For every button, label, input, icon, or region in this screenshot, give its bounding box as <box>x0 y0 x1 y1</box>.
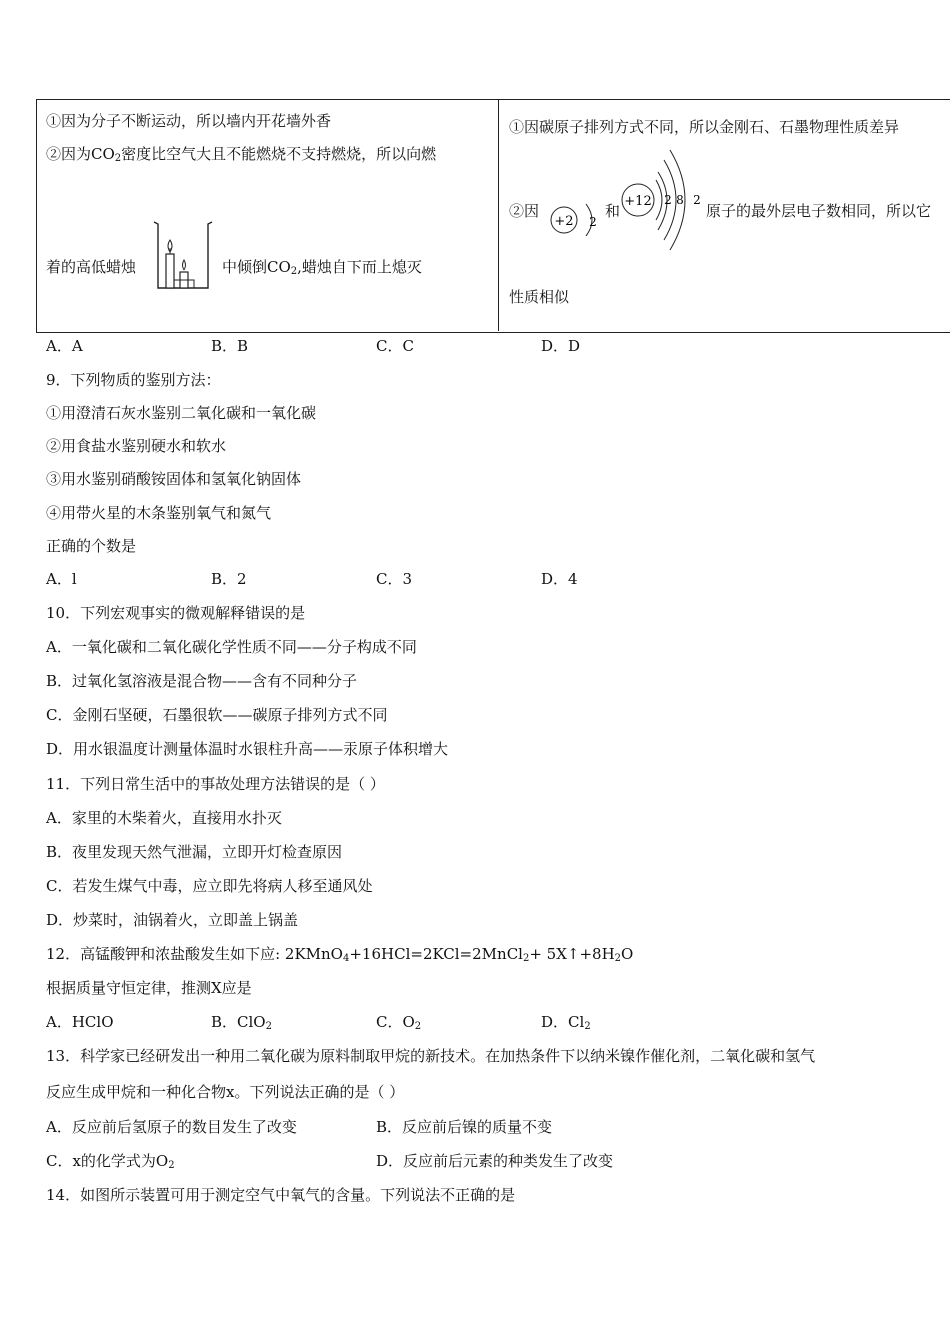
cell-b-line2-mid: 和 <box>605 202 621 220</box>
q13-option-b: B．反应前后镍的质量不变 <box>376 1118 553 1136</box>
cell-b-line1: ①因碳原子排列方式不同，所以金刚石、石墨物理性质差异 <box>509 118 900 136</box>
magnesium-atom-diagram <box>620 146 710 256</box>
cell-a-line1: ①因为分子不断运动，所以墙内开花墙外香 <box>46 112 332 130</box>
cell-a-line3-pre: 着的高低蜡烛 <box>46 258 137 276</box>
q13-option-d: D．反应前后元素的种类发生了改变 <box>376 1152 614 1170</box>
q11-stem: 11．下列日常生活中的事故处理方法错误的是（ ） <box>46 775 385 793</box>
q9-tail: 正确的个数是 <box>46 537 137 555</box>
q10-stem: 10．下列宏观事实的微观解释错误的是 <box>46 604 306 622</box>
cell-a-line2: ②因为$CO_2$密度比空气大且不能燃烧不支持燃烧，所以向燃 <box>46 145 437 164</box>
q13-option-a: A．反应前后氢原子的数目发生了改变 <box>46 1118 297 1136</box>
q9-item-3: ③用水鉴别硝酸铵固体和氢氧化钠固体 <box>46 470 302 488</box>
helium-shell-1: 2 <box>589 215 597 229</box>
q12-option-d: D．$Cl_2$ <box>541 1013 591 1032</box>
cell-b-line2-pre: ②因 <box>509 202 540 220</box>
q13-option-c: C．x的化学式为$O_2$ <box>46 1152 175 1171</box>
q12-option-c: C．$O_2$ <box>376 1013 422 1032</box>
q11-option-b: B．夜里发现天然气泄漏，立即开灯检查原因 <box>46 843 343 861</box>
q12-option-a: A．HClO <box>46 1013 114 1031</box>
q13-line2: 反应生成甲烷和一种化合物x。下列说法正确的是（ ） <box>46 1083 405 1101</box>
q10-option-a: A．一氧化碳和二氧化碳化学性质不同——分子构成不同 <box>46 638 417 656</box>
q12-stem: 12．高锰酸钾和浓盐酸发生如下应: 2KMnO$_4$+16HCl=2KCl=2MnCl$_2$+ $5X↑+8H_2O$ <box>46 945 634 964</box>
helium-nucleus-label: +2 <box>554 214 574 229</box>
cell-b-line2-post: 原子的最外层电子数相同，所以它 <box>706 202 932 220</box>
magnesium-shell-1: 2 <box>664 193 672 207</box>
magnesium-shell-2: 8 <box>676 193 684 207</box>
magnesium-shell-3: 2 <box>693 193 701 207</box>
q9-stem: 9．下列物质的鉴别方法： <box>46 371 221 389</box>
q12-line2: 根据质量守恒定律，推测X应是 <box>46 979 252 997</box>
q8-option-b: B．B <box>211 337 249 355</box>
q11-option-a: A．家里的木柴着火，直接用水扑灭 <box>46 809 282 827</box>
q9-item-1: ①用澄清石灰水鉴别二氧化碳和一氧化碳 <box>46 404 317 422</box>
q9-option-a: A．l <box>46 570 77 588</box>
helium-atom-diagram <box>546 196 604 236</box>
q10-option-d: D．用水银温度计测量体温时水银柱升高——汞原子体积增大 <box>46 740 449 758</box>
q8-option-c: C．C <box>376 337 414 355</box>
q10-option-c: C．金刚石坚硬，石墨很软——碳原子排列方式不同 <box>46 706 388 724</box>
q9-item-4: ④用带火星的木条鉴别氧气和氮气 <box>46 504 272 522</box>
q8-option-d: D．D <box>541 337 581 355</box>
magnesium-nucleus-label: +12 <box>624 194 652 209</box>
q10-option-b: B．过氧化氢溶液是混合物——含有不同种分子 <box>46 672 358 690</box>
q9-option-d: D．4 <box>541 570 578 588</box>
q9-option-c: C．3 <box>376 570 413 588</box>
cell-a-line3-post: 中倾倒$CO_2$,蜡烛自下而上熄灭 <box>222 258 422 277</box>
q11-option-d: D．炒菜时，油锅着火，立即盖上锅盖 <box>46 911 299 929</box>
q13-line1: 13．科学家已经研发出一种用二氧化碳为原料制取甲烷的新技术。在加热条件下以纳米镍作催化剂，二氧化碳和氢气 <box>46 1047 816 1065</box>
q8-option-a: A．A <box>46 337 83 355</box>
q9-option-b: B．2 <box>211 570 247 588</box>
table-divider <box>498 99 499 331</box>
beaker-candle-figure <box>150 218 214 292</box>
cell-b-line3: 性质相似 <box>509 288 570 306</box>
q9-item-2: ②用食盐水鉴别硬水和软水 <box>46 437 227 455</box>
q14-stem: 14．如图所示装置可用于测定空气中氧气的含量。下列说法不正确的是 <box>46 1186 516 1204</box>
q12-option-b: B．ClO$_2$ <box>211 1013 272 1032</box>
q11-option-c: C．若发生煤气中毒，应立即先将病人移至通风处 <box>46 877 373 895</box>
